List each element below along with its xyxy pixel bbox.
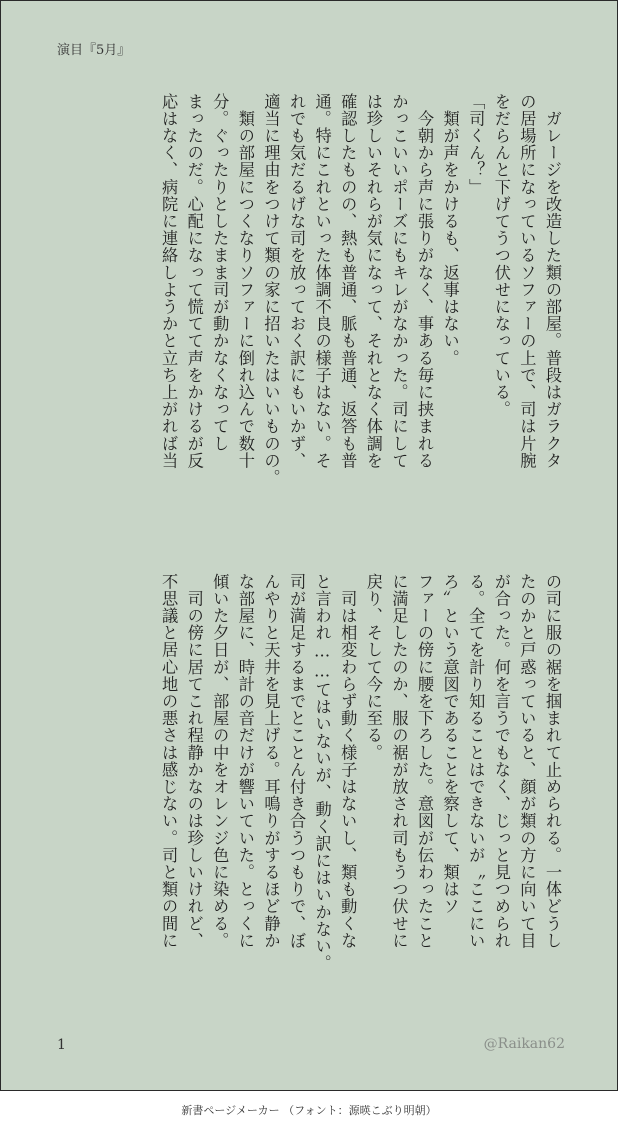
text-column: 今朝から声に張りがなく、事ある毎に挟まれる — [415, 93, 435, 470]
text-column: 適当に理由をつけて類の家に招いたはいいものの。 — [261, 93, 281, 487]
text-block-top — [53, 93, 565, 531]
text-column: は珍しいそれらが気になって、それとなく体調を — [363, 93, 383, 470]
footer-credit: 新書ページメーカー （フォント：源暎こぶり明朝） — [181, 1104, 437, 1117]
text-column: まったのだ。心配になって慌てて声をかけるが反 — [184, 93, 204, 470]
text-column: に満足したのか、服の裾が放され司もうつ伏せに — [389, 573, 409, 950]
text-column: 確認したものの、熱も普通、脈も普通、返答も普 — [338, 93, 358, 470]
text-column: 「司くん？」 — [466, 93, 486, 196]
text-column: る。全てを計り知ることはできないが〝ここにい — [466, 573, 486, 950]
author-handle: @Raikan62 — [483, 1036, 565, 1052]
text-column: たのかと戸惑っていると、顔が類の方に向いて目 — [517, 573, 537, 950]
text-column: ファーの傍に腰を下ろした。意図が伝わったこと — [415, 573, 435, 950]
text-column: かっこいいポーズにもキレがなかった。司にして — [389, 93, 409, 470]
text-column: と言われ……てはいないが、動く訳にはいかない。 — [312, 573, 332, 972]
text-column: 司は相変わらず動く様子はないし、類も動くな — [338, 573, 358, 950]
text-column: をだらんと下げてうつ伏せになっている。 — [491, 93, 511, 418]
text-column: 不思議と居心地の悪さは感じない。司と類の間に — [159, 573, 179, 950]
text-column: 司が満足するまでとことん付き合うつもりで、ぼ — [287, 573, 307, 950]
text-column: の居場所になっているソファーの上で、司は片腕 — [517, 93, 537, 470]
text-column: の司に服の裾を掴まれて止められる。一体どうし — [543, 573, 562, 950]
text-column: 類が声をかけるも、返事はない。 — [440, 93, 460, 367]
text-column: 類の部屋につくなりソファーに倒れ込んで数十 — [235, 93, 255, 470]
page-number: 1 — [57, 1037, 66, 1053]
text-column: れでも気だるげな司を放っておく訳にもいかず、 — [287, 93, 307, 470]
text-column: 応はなく、病院に連絡しようかと立ち上がれば当 — [159, 93, 179, 470]
text-column: 傾いた夕日が、部屋の中をオレンジ色に染める。 — [210, 573, 230, 950]
text-column: んやりと天井を見上げる。耳鳴りがするほど静か — [261, 573, 281, 950]
page-title: 演目『5月』 — [57, 43, 131, 58]
text-column: ガレージを改造した類の部屋。普段はガラクタ — [543, 93, 562, 470]
text-block-bottom — [53, 573, 565, 983]
text-column: 司の傍に居てこれ程静かなのは珍しいけれど、 — [184, 573, 204, 950]
text-column: が合った。何を言うでもなく、じっと見つめられ — [491, 573, 511, 950]
text-column: 戻り、そして今に至る。 — [363, 573, 383, 762]
text-column: 通。特にこれといった体調不良の様子はない。そ — [312, 93, 332, 470]
text-column: 分。ぐったりとしたまま司が動かなくなってし — [210, 93, 230, 453]
text-column: ろ〟という意図であることを察して、類はソ — [440, 573, 460, 915]
text-column: な部屋に、時計の音だけが響いていた。とっくに — [235, 573, 255, 950]
